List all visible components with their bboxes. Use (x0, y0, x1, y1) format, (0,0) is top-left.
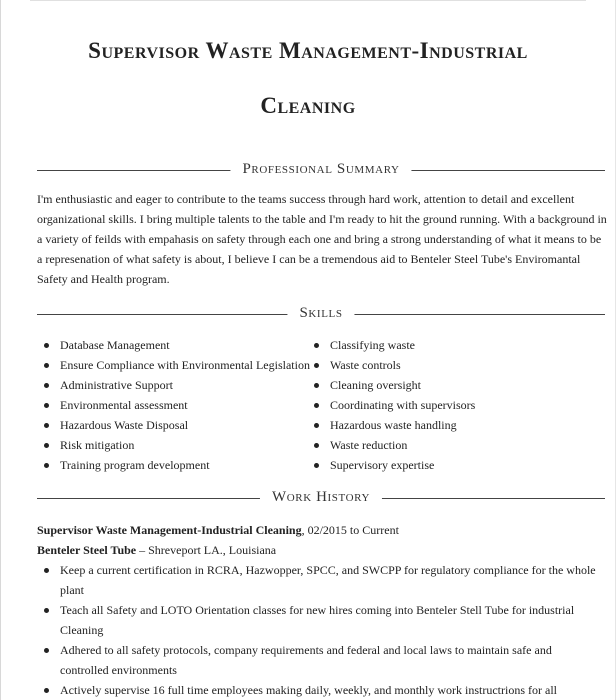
resume-title-line-1: Supervisor Waste Management-Industrial (88, 38, 528, 63)
skill-text: Hazardous Waste Disposal (60, 418, 189, 432)
resume-title-line-2: Cleaning (260, 93, 356, 118)
skill-item (38, 335, 310, 355)
skill-item (38, 435, 310, 455)
summary-section-header (37, 162, 605, 178)
duty-item (38, 680, 598, 700)
skill-item (38, 355, 310, 375)
skill-item (308, 455, 475, 475)
duty-text: Teach all Safety and LOTO Orientation classes for new hires coming into Benteler Stell Tube for industrial Cleaning (60, 603, 575, 637)
bullet-icon (44, 463, 49, 468)
duty-item (38, 560, 598, 600)
duty-text: Adhered to all safety protocols, company requirements and federal and local laws to maintain safe and controlled environments (60, 643, 552, 677)
skill-item (308, 395, 475, 415)
job-entry-company (37, 540, 276, 560)
bullet-icon (44, 343, 49, 348)
skills-section-header (37, 306, 605, 322)
bullet-icon (44, 648, 49, 653)
bullet-icon (44, 363, 49, 368)
skill-item (38, 395, 310, 415)
bullet-icon (314, 443, 319, 448)
job-dates: , 02/2015 to Current (301, 523, 399, 537)
bullet-icon (44, 423, 49, 428)
work-section-header (37, 490, 605, 506)
skill-text: Risk mitigation (60, 438, 135, 452)
skill-text: Database Management (60, 338, 170, 352)
company-location: – Shreveport LA., Louisiana (136, 543, 277, 557)
job-title-text: Supervisor Waste Management-Industrial Cleaning (37, 523, 302, 537)
skill-text: Environmental assessment (60, 398, 188, 412)
duty-text: Keep a current certification in RCRA, Hazwopper, SPCC, and SWCPP for regulatory compliance for the whole plant (60, 563, 596, 597)
skill-item (308, 335, 475, 355)
bullet-icon (314, 383, 319, 388)
skill-item (308, 415, 475, 435)
skill-text: Hazardous waste handling (330, 418, 457, 432)
bullet-icon (314, 363, 319, 368)
page-top-border (30, 0, 586, 1)
bullet-icon (314, 343, 319, 348)
skill-text: Training program development (60, 458, 210, 472)
skill-text: Classifying waste (330, 338, 415, 352)
skills-list-right (308, 335, 475, 475)
job-entry-title (37, 520, 399, 540)
bullet-icon (314, 463, 319, 468)
job-duties-list (38, 560, 598, 700)
skill-text: Administrative Support (60, 378, 173, 392)
skill-text: Coordinating with supervisors (330, 398, 476, 412)
duty-item (38, 640, 598, 680)
skills-heading: Skills (287, 305, 354, 322)
bullet-icon (44, 443, 49, 448)
skills-list-left (38, 335, 310, 475)
skill-item (38, 455, 310, 475)
skill-text: Waste reduction (330, 438, 408, 452)
bullet-icon (44, 688, 49, 693)
skill-text: Supervisory expertise (330, 458, 435, 472)
summary-paragraph: I'm enthusiastic and eager to contribute to the teams success through hard work, attention to detail and excellent organizational skills. I bring multiple talents to the table and I'm ready to hit the ground running. With a background in a variety of feilds with empahasis on safety through each one and bring a strong understanding of what it means to be a represenation of what safety is about, I believe I can be a tremendous aid to Benteler Steel Tube's Enviromantal Safety and Health program. (37, 192, 607, 286)
duty-text: Actively supervise 16 full time employees making daily, weekly, and monthly work instructrions for all (60, 683, 558, 697)
skill-item (38, 415, 310, 435)
company-name: Benteler Steel Tube (37, 543, 137, 557)
bullet-icon (44, 403, 49, 408)
summary-heading: Professional Summary (230, 161, 411, 178)
skill-text: Ensure Compliance with Environmental Legislation (60, 358, 310, 372)
bullet-icon (44, 568, 49, 573)
page-edge-left (0, 0, 1, 700)
bullet-icon (44, 608, 49, 613)
skill-text: Cleaning oversight (330, 378, 421, 392)
skill-item (308, 355, 475, 375)
skill-item (308, 435, 475, 455)
bullet-icon (314, 423, 319, 428)
duty-item (38, 600, 598, 640)
work-heading: Work History (260, 489, 382, 506)
skill-item (308, 375, 475, 395)
bullet-icon (314, 403, 319, 408)
skill-item (38, 375, 310, 395)
skill-text: Waste controls (330, 358, 401, 372)
bullet-icon (44, 383, 49, 388)
